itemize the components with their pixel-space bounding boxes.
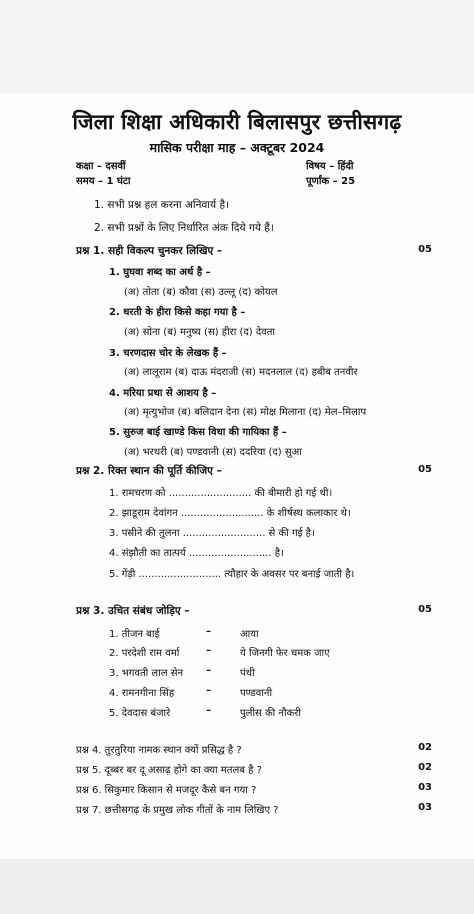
mcq-options: (अ) मृत्युभोज (ब) बलिदान देना (स) मोक्ष मिलाना (द) मेल–मिलाप: [124, 407, 367, 418]
instruction-item: 2. सभी प्रश्नों के लिए निर्धारित अंक दिये गये हैं।: [94, 222, 274, 234]
question-3-marks: 05: [418, 604, 432, 615]
match-left: 1. तीजन बाई: [109, 629, 160, 640]
total-marks-label: पूर्णांक – 25: [306, 176, 356, 187]
match-left: 2. परदेशी राम वर्मा: [109, 648, 180, 659]
question-1-heading: प्रश्न 1. सही विकल्प चुनकर लिखिए –: [76, 245, 223, 257]
page-bottom-margin: [0, 859, 474, 914]
match-dash: –: [206, 645, 211, 656]
mcq-question: 1. घुघवा शब्द का अर्थ है –: [109, 267, 211, 278]
mcq-question: 2. धरती के हीरा किसे कहा गया है –: [109, 307, 246, 318]
mcq-options: (अ) सोना (ब) मनुष्य (स) हीरा (द) देवता: [124, 327, 275, 338]
match-left: 4. रामनगीना सिंह: [109, 688, 175, 699]
match-dash: –: [206, 665, 211, 676]
short-question: प्रश्न 7. छत्तीसगढ़ के प्रमुख लोक गीतों के नाम लिखिए ?: [76, 805, 279, 816]
fill-blank-item: 5. गेंड़ी .......................... त्यौहार के अवसर पर बनाई जाती है।: [109, 569, 355, 580]
short-question-marks: 02: [418, 762, 432, 773]
fill-blank-item: 1. रामचरण को .......................... की बीमारी हो गई थी।: [109, 488, 333, 499]
question-1-marks: 05: [418, 244, 432, 255]
match-right: पुलीस की नौकरी: [240, 708, 301, 719]
short-question-marks: 03: [418, 782, 432, 793]
short-question: प्रश्न 5. दूब्बर बर दू असाढ़ होगे का क्या मतलब है ?: [76, 765, 262, 776]
question-2-marks: 05: [418, 464, 432, 475]
subject-label: विषय – हिंदी: [306, 161, 354, 172]
time-label: समय – 1 घंटा: [76, 176, 131, 187]
exam-subtitle: मासिक परीक्षा माह – अक्टूबर 2024: [149, 140, 325, 155]
match-right: पण्डवानी: [240, 688, 273, 699]
mcq-options: (अ) लालूराम (ब) दाऊ मंदराजी (स) मदनलाल (द) हबीब तनवीर: [124, 367, 358, 378]
match-left: 5. देवदास बंजारे: [109, 708, 171, 719]
match-right: पंथी: [240, 668, 255, 679]
short-question-marks: 03: [418, 802, 432, 813]
match-right: आया: [240, 629, 259, 640]
short-question-marks: 02: [418, 742, 432, 753]
mcq-question: 3. चरणदास चोर के लेखक हैं –: [109, 348, 227, 359]
question-2-heading: प्रश्न 2. रिक्त स्थान की पूर्ति कीजिए –: [76, 465, 222, 477]
class-label: कक्षा – दसवीं: [76, 161, 126, 172]
page-title: जिला शिक्षा अधिकारी बिलासपुर छत्तीसगढ़: [72, 110, 402, 134]
short-question: प्रश्न 4. तुरतुरिया नामक स्थान क्यों प्रसिद्ध है ?: [76, 745, 242, 756]
match-dash: –: [206, 626, 211, 637]
mcq-question: 5. सुरुज बाई खाण्डे किस विधा की गायिका हैं –: [109, 427, 287, 438]
fill-blank-item: 2. झाडूराम देवांगन .......................... के शीर्षस्थ कलाकार थे।: [109, 508, 351, 519]
match-left: 3. भगवती लाल सेन: [109, 668, 184, 679]
match-dash: –: [206, 705, 211, 716]
mcq-question: 4. मरिया प्रथा से आशय है –: [109, 388, 217, 399]
match-right: ये जिनगी फेर चमक जाए: [240, 648, 330, 659]
match-dash: –: [206, 685, 211, 696]
instruction-item: 1. सभी प्रश्न हल करना अनिवार्य है।: [94, 199, 230, 211]
fill-blank-item: 4. संझौती का तात्पर्य .......................... है।: [109, 548, 284, 559]
mcq-options: (अ) भरथरी (ब) पण्डवानी (स) ददरिया (द) सुआ: [124, 447, 302, 458]
question-3-heading: प्रश्न 3. उचित संबंध जोड़िए –: [76, 605, 190, 617]
fill-blank-item: 3. पसीने की तुलना .......................... से की गई है।: [109, 528, 315, 539]
short-question: प्रश्न 6. सिकुमार किसान से मजदूर कैसे बन गया ?: [76, 785, 257, 796]
mcq-options: (अ) तोता (ब) कौवा (स) उल्लू (द) कोयल: [124, 287, 278, 298]
